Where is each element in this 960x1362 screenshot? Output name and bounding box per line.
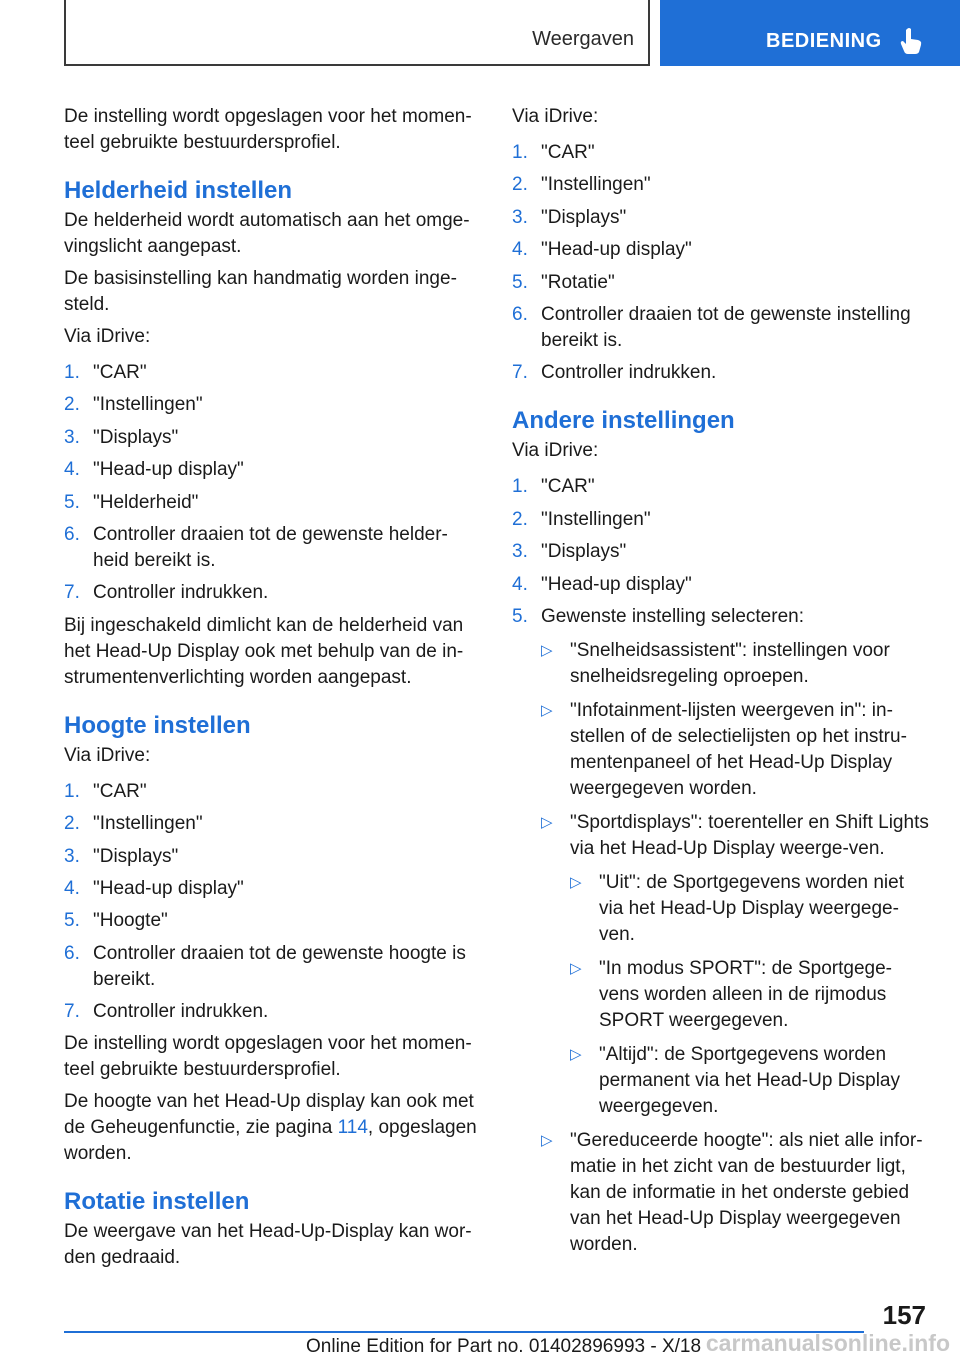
- list-item: 5. "Helderheid": [64, 491, 199, 513]
- list-item: 7. Controller indrukken.: [512, 362, 717, 384]
- list-item: 5. "Rotatie": [512, 271, 615, 293]
- edition-text: Online Edition for Part no. 01402896993 - X/18: [306, 1336, 702, 1357]
- triangle-bullet-icon: ▷: [541, 641, 553, 659]
- steps-height: [64, 779, 482, 1025]
- heading-brightness: Helderheid instellen: [64, 177, 293, 204]
- list-item: 3. "Displays": [64, 426, 179, 448]
- triangle-bullet-icon: ▷: [541, 1131, 553, 1149]
- list-item: 1. "CAR": [512, 476, 595, 498]
- triangle-bullet-icon: ▷: [570, 959, 582, 977]
- right-column: [512, 104, 930, 1266]
- bullet-item: ▷ "Snelheidsassistent": instellingen voor snelheidsregeling oproepen.: [541, 639, 890, 687]
- via-idrive-label: Via iDrive:: [64, 744, 151, 766]
- list-item: 2. "Instellingen": [512, 174, 651, 196]
- bullet-item: ▷ "Gereduceerde hoogte": als niet alle infor-matie in het zicht van de bestuurder ligt, kan de informatie in het onderste gebied van het Head-Up Display weergegeven worden.: [541, 1129, 923, 1255]
- chapter-title: BEDIENING: [766, 30, 882, 52]
- list-item: 5. Gewenste instelling selecteren: ▷ "Snelheidsassistent": instellingen voor snelheidsregeling oproepen. ▷ "Infotainment-lijsten weergeven in": in-stellen of de selectielijsten op het instru-mentenpaneel of het Head-Up Display weergegeven worden. ▷ "Sportdisplays": toerenteller en Shift Lights via het Head-Up Display weerge-ven. ▷ "Uit": de Sportgegevens worden niet via het Head-Up Display weergege-ven. ▷ "In modus SPORT": de Sportgege-vens worden alleen in de rijmodus SPORT weergegeven. ▷ "Altijd": de Sportgegevens worden permanent via het Head-Up Display weergegeven. ▷ "Gereduceerde hoogte": als niet alle infor-matie in het zicht van de bestuurder ligt, kan de informatie in het onderste gebied van het Head-Up Display weergegeven worden.: [512, 604, 930, 1258]
- paragraph: De basisinstelling kan handmatig worden inge-steld.: [64, 268, 457, 315]
- list-item: 1. "CAR": [64, 780, 147, 802]
- paragraph: De instelling wordt opgeslagen voor het momen-teel gebruikte bestuurdersprofiel.: [64, 1033, 472, 1081]
- bullet-item: ▷ "Altijd": de Sportgegevens worden permanent via het Head-Up Display weergegeven.: [570, 1043, 900, 1117]
- paragraph: De weergave van het Head-Up-Display kan wor-den gedraaid.: [64, 1221, 472, 1269]
- list-item: 7. Controller indrukken.: [64, 582, 269, 604]
- paragraph: Bij ingeschakeld dimlicht kan de helderheid van het Head-Up Display ook met behulp van de in-strumentenverlichting worden aangepast.: [64, 614, 464, 688]
- list-item: 6. Controller draaien tot de gewenste helder-heid bereikt is.: [64, 523, 448, 571]
- paragraph-memory: De hoogte van het Head-Up display kan ook met de Geheugenfunctie, zie pagina 114, opgeslagen worden.: [64, 1091, 477, 1165]
- list-item: 4. "Head-up display": [512, 239, 692, 261]
- option-list: [541, 638, 930, 1258]
- heading-rotation: Rotatie instellen: [64, 1188, 250, 1216]
- steps-other: [512, 474, 930, 1258]
- list-item: 6. Controller draaien tot de gewenste hoogte is bereikt.: [64, 942, 466, 990]
- list-item: 6. Controller draaien tot de gewenste instelling bereikt is.: [512, 303, 911, 351]
- watermark: carmanualsonline.info: [705, 1330, 950, 1356]
- list-item: 4. "Head-up display": [512, 573, 692, 595]
- paragraph: De instelling wordt opgeslagen voor het momen-teel gebruikte bestuurdersprofiel.: [64, 106, 472, 153]
- pointing-hand-icon: [896, 26, 926, 56]
- bullet-item: ▷ "In modus SPORT": de Sportgege-vens worden alleen in de rijmodus SPORT weergegeven.: [570, 957, 893, 1031]
- list-item: 4. "Head-up display": [64, 459, 244, 481]
- heading-height: Hoogte instellen: [64, 711, 251, 739]
- left-column: [64, 104, 482, 1277]
- triangle-bullet-icon: ▷: [570, 1045, 582, 1063]
- via-idrive-label: Via iDrive:: [64, 326, 151, 347]
- page-link[interactable]: 114: [337, 1117, 368, 1139]
- page-number: 157: [882, 1300, 926, 1330]
- list-item: 2. "Instellingen": [64, 813, 203, 835]
- list-item: 1. "CAR": [512, 142, 595, 163]
- list-item: 3. "Displays": [512, 541, 627, 563]
- list-item: 3. "Displays": [512, 206, 627, 228]
- list-item: 1. "CAR": [64, 362, 147, 383]
- via-idrive-label: Via iDrive:: [512, 106, 599, 127]
- bullet-item: ▷ "Sportdisplays": toerenteller en Shift Lights via het Head-Up Display weerge-ven. ▷ "Uit": de Sportgegevens worden niet via het Head-Up Display weergege-ven. ▷ "In modus SPORT": de Sportgege-vens worden alleen in de rijmodus SPORT weergegeven. ▷ "Altijd": de Sportgegevens worden permanent via het Head-Up Display weergegeven.: [541, 810, 930, 1120]
- heading-other-settings: Andere instellingen: [512, 407, 735, 435]
- steps-brightness: [64, 360, 482, 606]
- list-item: 3. "Displays": [64, 845, 179, 867]
- triangle-bullet-icon: ▷: [570, 873, 582, 891]
- list-item: 4. "Head-up display": [64, 877, 244, 899]
- list-item: 2. "Instellingen": [512, 508, 651, 530]
- via-idrive-label: Via iDrive:: [512, 440, 599, 462]
- section-tab: [64, 0, 650, 66]
- list-item: 2. "Instellingen": [64, 394, 203, 416]
- bullet-item: ▷ "Uit": de Sportgegevens worden niet via het Head-Up Display weergege-ven.: [570, 871, 905, 945]
- sub-option-list: [570, 870, 930, 1120]
- paragraph: De helderheid wordt automatisch aan het omge-vingslicht aangepast.: [64, 210, 470, 257]
- list-item: 7. Controller indrukken.: [64, 1001, 269, 1023]
- triangle-bullet-icon: ▷: [541, 813, 553, 831]
- triangle-bullet-icon: ▷: [541, 701, 553, 719]
- chapter-tab: [660, 0, 960, 66]
- bullet-item: ▷ "Infotainment-lijsten weergeven in": in-stellen of de selectielijsten op het instru-mentenpaneel of het Head-Up Display weergegeven worden.: [541, 699, 907, 799]
- list-item: 5. "Hoogte": [64, 910, 168, 932]
- steps-rotation: [512, 140, 930, 386]
- section-title: Weergaven: [532, 28, 634, 50]
